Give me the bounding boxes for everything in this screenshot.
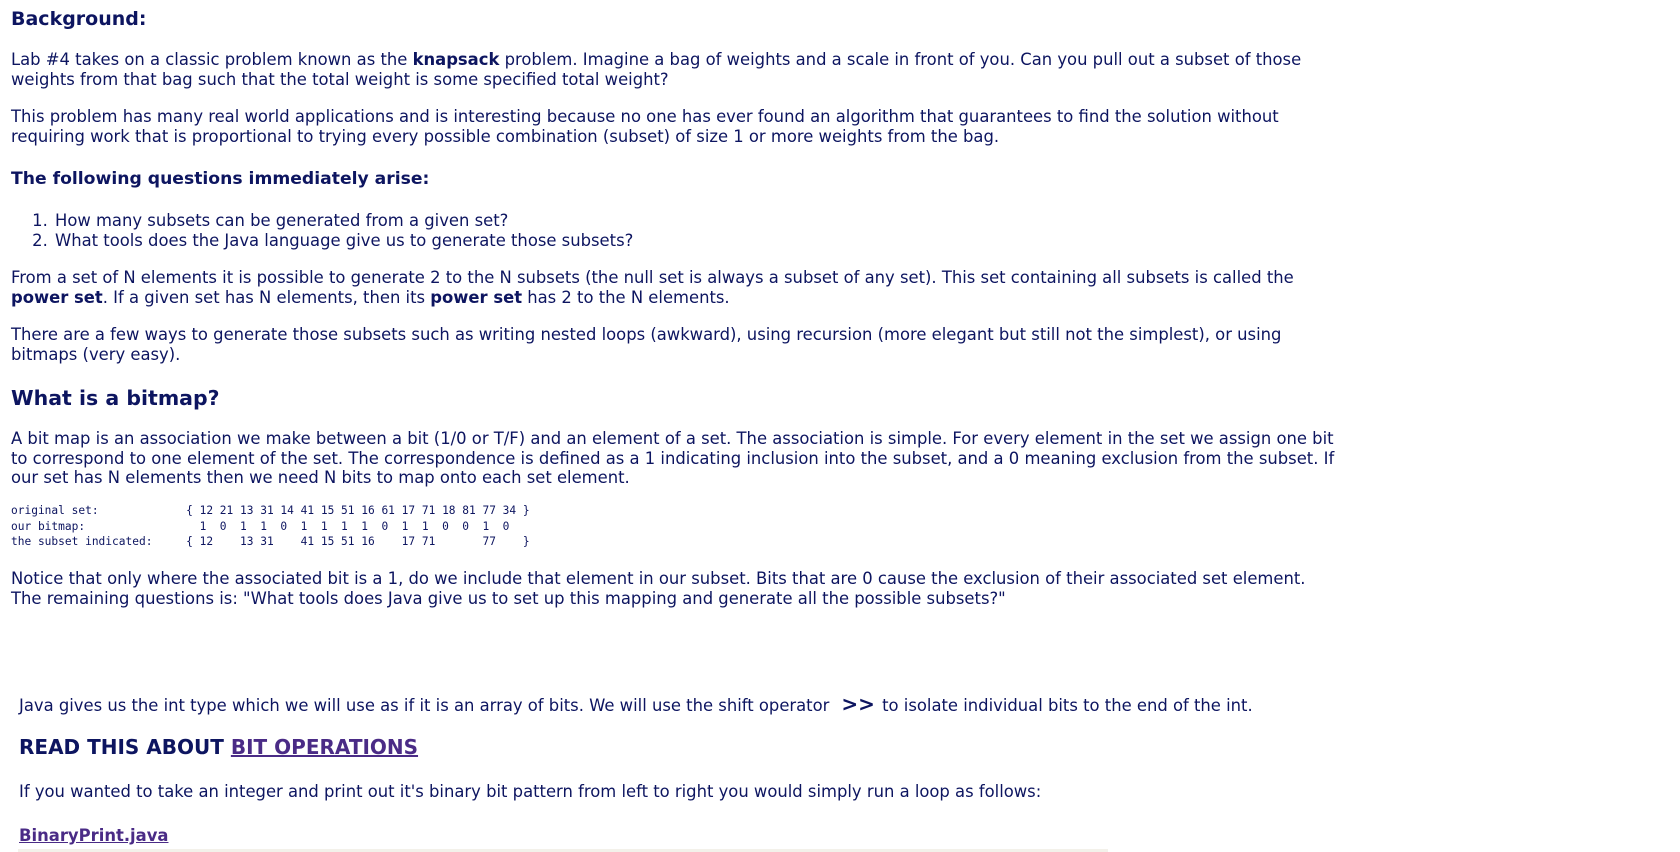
list-item: 1. How many subsets can be generated from a given set?	[53, 211, 1383, 231]
powerset-paragraph	[11, 268, 1341, 307]
binary-print-link-container	[19, 826, 1349, 846]
binary-print-paragraph: If you wanted to take an integer and print out it's binary bit pattern from left to right you would simply run a loop as follows:	[19, 782, 1042, 801]
text: to isolate individual bits to the end of the int.	[876, 696, 1253, 715]
text: problem. Imagine a bag of weights and a scale in front of you. Can you pull out a subset of those weights from that bag such that the total weight is some specified total weight?	[11, 50, 1302, 89]
notice-paragraph: Notice that only where the associated bit is a 1, do we include that element in our subset. Bits that are 0 cause the exclusion of their associated set element. The remaining questions is: "What tools does Java give us to set up this mapping and generate all the possible subsets?"	[11, 569, 1306, 608]
java-int-paragraph	[19, 692, 1349, 716]
background-heading: Background:	[11, 8, 147, 30]
background-paragraph-1	[11, 50, 1341, 89]
text: has 2 to the N elements.	[522, 287, 730, 307]
bitmap-heading: What is a bitmap?	[11, 386, 220, 410]
power-set-term: power set	[11, 287, 103, 307]
questions-heading: The following questions immediately arise:	[11, 169, 430, 189]
text: . If a given set has N elements, then its	[102, 287, 431, 307]
background-paragraph-2: This problem has many real world applications and is interesting because no one has ever found an algorithm that guarantees to find the solution without requiring work that is proportional to trying every possible combination (subset) of size 1 or more weights from the bag.	[11, 107, 1279, 146]
text: Lab #4 takes on a classic problem known as the	[11, 50, 413, 69]
list-item: 2. What tools does the Java language give us to generate those subsets?	[53, 231, 1383, 251]
shift-operator: >>	[841, 692, 875, 716]
bitmap-paragraph: A bit map is an association we make between a bit (1/0 or T/F) and an element of a set. The association is simple. For every element in the set we assign one bit to correspond to one element of the set. The correspondence is defined as a 1 indicating inclusion into the subset, and a 0 meaning exclusion from the subset. If our set has N elements then we need N bits to map onto each set element.	[11, 429, 1335, 487]
power-set-term: power set	[430, 287, 523, 307]
methods-paragraph: There are a few ways to generate those subsets such as writing nested loops (awkward), using recursion (more elegant but still not the simplest), or using bitmaps (very easy).	[11, 325, 1282, 364]
binaryprint-java-link[interactable]: BinaryPrint.java	[19, 826, 169, 845]
text: READ THIS ABOUT	[19, 735, 231, 759]
bitmap-example-code: original set: { 12 21 13 31 14 41 15 51 16 61 17 71 18 81 77 34 } our bitmap: 1 0 1 1 0 1 1 1 1 0 1 1 0 0 1 0 the subset indicated: { 12 13 31 41 15 51 16 17 71 77 }	[11, 504, 530, 548]
bit-operations-link[interactable]: BIT OPERATIONS	[230, 735, 419, 759]
knapsack-term: knapsack	[412, 50, 500, 69]
read-bit-operations-heading	[19, 734, 1349, 760]
text: From a set of N elements it is possible to generate 2 to the N subsets (the null set is always a subset of any set). This set containing all subsets is called the	[11, 268, 1294, 287]
questions-list	[11, 211, 1383, 250]
text: Java gives us the int type which we will use as if it is an array of bits. We will use the shift operator	[19, 696, 830, 715]
